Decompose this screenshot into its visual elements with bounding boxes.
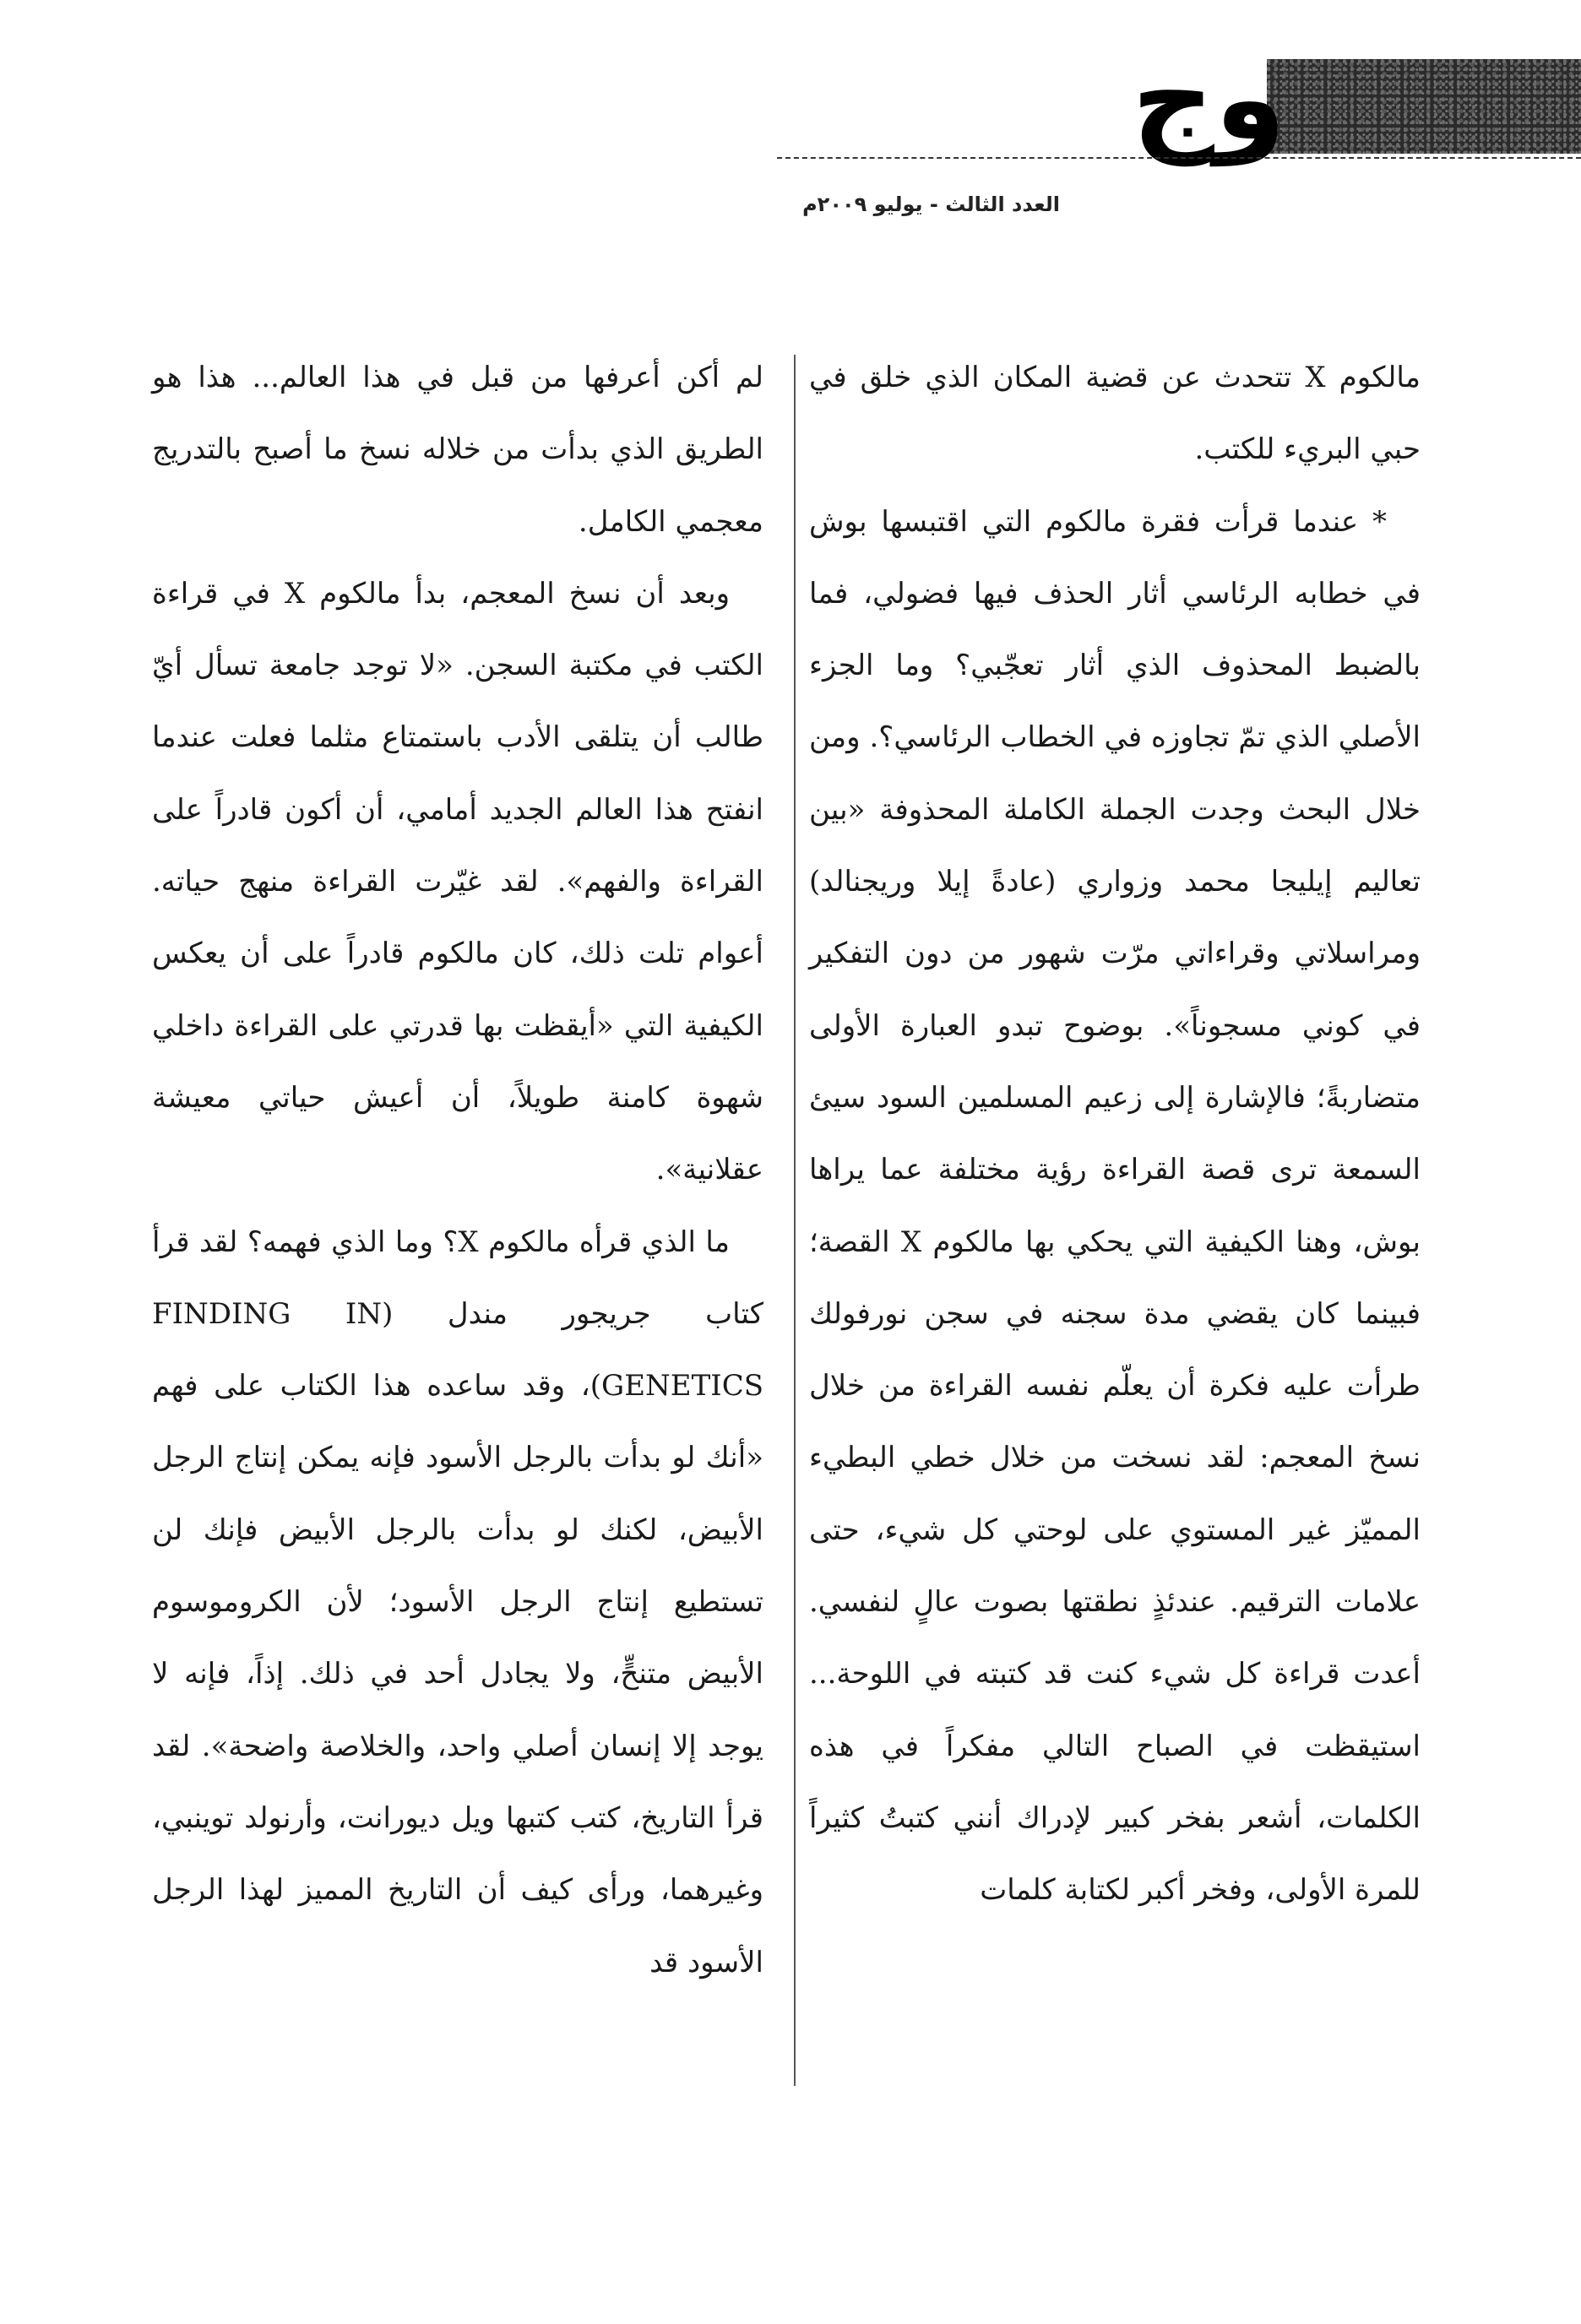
paragraph: لم أكن أعرفها من قبل في هذا العالم... هذا هو الطريق الذي بدأت من خلاله نسخ ما أصبح بالتدريج معجمي الكامل. [152, 361, 763, 539]
right-column [809, 342, 1421, 1927]
magazine-logo: وج [1132, 33, 1286, 166]
paragraph: مالكوم X تتحدث عن قضية المكان الذي خلق في حبي البريء للكتب. [809, 361, 1421, 467]
header-rule [777, 157, 1581, 159]
paragraph: * عندما قرأت فقرة مالكوم التي اقتبسها بوش في خطابه الرئاسي أثار الحذف فيها فضولي، فما بالضبط المحذوف الذي أثار تعجّبي؟ وما الجزء الأصلي الذي تمّ تجاوزه في الخطاب الرئاسي؟. ومن خلال البحث وجدت الجملة الكاملة المحذوفة «بين تعاليم إيليجا محمد وزواري (عادةً إيلا وريجنالد) ومراسلاتي وقراءاتي مرّت شهور من دون التفكير في كوني مسجوناً». بوضوح تبدو العبارة الأولى متضاربةً؛ فالإشارة إلى زعيم المسلمين السود سيئ السمعة ترى قصة القراءة رؤية مختلفة عما يراها بوش، وهنا الكيفية التي يحكي بها مالكوم X القصة؛ فبينما كان يقضي مدة سجنه في سجن نورفولك طرأت عليه فكرة أن يعلّم نفسه القراءة من خلال نسخ المعجم: لقد نسخت من خلال خطي البطيء المميّز غير المستوي على لوحتي كل شيء، حتى علامات الترقيم. عندئذٍ نطقتها بصوت عالٍ لنفسي. أعدت قراءة كل شيء كنت قد كتبته في اللوحة... استيقظت في الصباح التالي مفكراً في هذه الكلمات، أشعر بفخر كبير لإدراك أنني كتبتُ كثيراً للمرة الأولى، وفخر أكبر لكتابة كلمات [809, 504, 1421, 1908]
masthead [1115, 33, 1581, 166]
issue-line: العدد الثالث - يوليو ٢٠٠٩م [802, 193, 1060, 216]
left-column [152, 342, 763, 1999]
masthead-texture [1267, 59, 1581, 154]
paragraph: ما الذي قرأه مالكوم X؟ وما الذي فهمه؟ لقد قرأ كتاب جريجور مندل (FINDING IN GENETICS)، وقد ساعده هذا الكتاب على فهم «أنك لو بدأت بالرجل الأسود فإنه يمكن إنتاج الرجل الأبيض، لكنك لو بدأت بالرجل الأبيض فإنك لن تستطيع إنتاج الرجل الأسود؛ لأن الكروموسوم الأبيض متنحٍّ، ولا يجادل أحد في ذلك. إذاً، فإنه لا يوجد إلا إنسان أصلي واحد، والخلاصة واضحة». لقد قرأ التاريخ، كتب كتبها ويل ديورانت، وأرنولد توينبي، وغيرهما، ورأى كيف أن التاريخ المميز لهذا الرجل الأسود قد [152, 1224, 763, 1979]
column-divider [794, 355, 796, 2086]
paragraph: وبعد أن نسخ المعجم، بدأ مالكوم X في قراءة الكتب في مكتبة السجن. «لا توجد جامعة تسأل أيّ طالب أن يتلقى الأدب باستمتاع مثلما فعلت عندما انفتح هذا العالم الجديد أمامي، أن أكون قادراً على القراءة والفهم». لقد غيّرت القراءة منهج حياته. أعوام تلت ذلك، كان مالكوم قادراً على أن يعكس الكيفية التي «أيقظت بها قدرتي على القراءة داخلي شهوة كامنة طويلاً، أن أعيش حياتي معيشة عقلانية». [152, 576, 763, 1187]
